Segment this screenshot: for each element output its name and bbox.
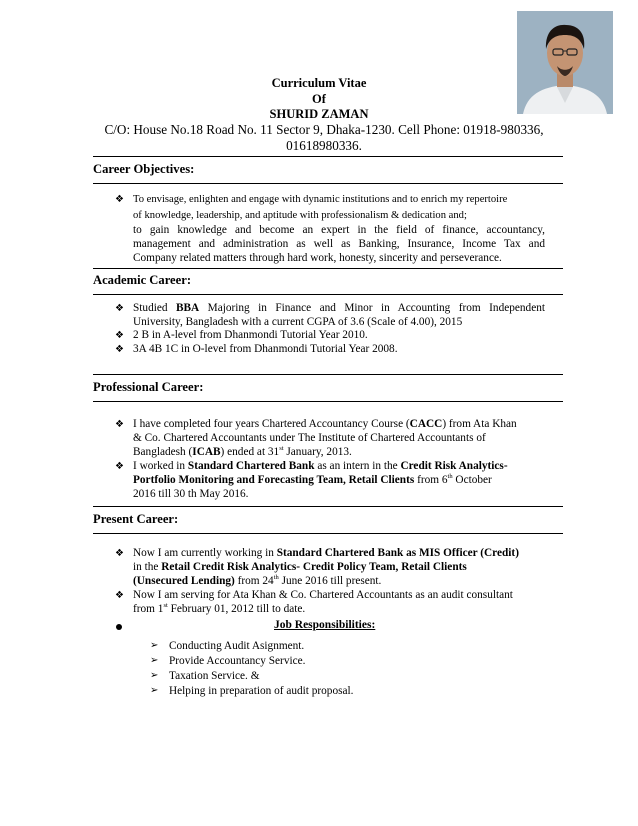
arrow-bullet-icon: ➢	[150, 685, 159, 696]
job-item: Helping in preparation of audit proposal.	[169, 685, 354, 697]
section-divider	[93, 268, 563, 269]
objective-line-1: To envisage, enlighten and engage with dynamic institutions and to enrich my repertoire	[133, 194, 508, 205]
bullet-icon: ❖	[115, 548, 124, 559]
section-divider	[93, 294, 563, 295]
academic-item-o-level: 3A 4B 1C in O-level from Dhanmondi Tutorial Year 2008.	[133, 343, 398, 355]
objective-line-2: of knowledge, leadership, and aptitude with professionalism & dedication and;	[133, 210, 467, 221]
bullet-icon: ❖	[115, 419, 124, 430]
section-divider	[93, 156, 563, 157]
job-item: Taxation Service. &	[169, 670, 260, 682]
academic-career-heading: Academic Career:	[93, 273, 192, 287]
section-divider	[93, 506, 563, 507]
present-career-heading: Present Career:	[93, 512, 179, 526]
bullet-icon: ❖	[115, 344, 124, 355]
job-item: Conducting Audit Asignment.	[169, 640, 305, 652]
academic-item-bba: Studied BBA Majoring in Finance and Minor in Accounting from Independent	[133, 302, 545, 314]
bullet-icon: ❖	[115, 330, 124, 341]
professional-item-intern-line-2: Portfolio Monitoring and Forecasting Team, Retail Clients from 6th October	[133, 473, 492, 486]
section-divider	[93, 401, 563, 402]
academic-item-a-level: 2 B in A-level from Dhanmondi Tutorial Year 2010.	[133, 329, 368, 341]
objective-line-5: Company related matters through hard work, honesty, sincerity and perseverance.	[133, 252, 502, 264]
section-divider	[93, 374, 563, 375]
applicant-name: SHURID ZAMAN	[269, 107, 369, 121]
professional-item-cacc-line-3: Bangladesh (ICAB) ended at 31st January, 2013.	[133, 445, 352, 458]
section-divider	[93, 533, 563, 534]
career-objectives-heading: Career Objectives:	[93, 162, 195, 176]
contact-address-line-2: 01618980336.	[286, 138, 362, 153]
present-item-mis-officer: Now I am currently working in Standard Chartered Bank as MIS Officer (Credit)	[133, 547, 519, 559]
job-responsibilities-heading: Job Responsibilities:	[274, 619, 376, 631]
professional-item-cacc-line-2: & Co. Chartered Accountants under The Institute of Chartered Accountants of	[133, 432, 486, 444]
bullet-icon: ❖	[115, 461, 124, 472]
section-divider	[93, 183, 563, 184]
arrow-bullet-icon: ➢	[150, 655, 159, 666]
present-item-audit-consultant-line-2: from 1st February 01, 2012 till to date.	[133, 602, 306, 615]
document-title: Curriculum Vitae	[271, 76, 367, 90]
objective-line-3: to gain knowledge and become an expert in the field of finance, accountancy,	[133, 224, 545, 236]
professional-item-cacc: I have completed four years Chartered Accountancy Course (CACC) from Ata Khan	[133, 418, 517, 430]
job-item: Provide Accountancy Service.	[169, 655, 306, 667]
arrow-bullet-icon: ➢	[150, 670, 159, 681]
present-item-mis-officer-line-2: in the Retail Credit Risk Analytics- Credit Policy Team, Retail Clients	[133, 561, 467, 573]
contact-address-line-1: C/O: House No.18 Road No. 11 Sector 9, Dhaka-1230. Cell Phone: 01918-980336,	[104, 122, 544, 137]
academic-item-bba-line-2: University, Bangladesh with a current CGPA of 3.6 (Scale of 4.00), 2015	[133, 316, 463, 328]
professional-item-intern: I worked in Standard Chartered Bank as an intern in the Credit Risk Analytics-	[133, 460, 508, 472]
bullet-icon: ❖	[115, 194, 124, 205]
present-item-mis-officer-line-3: (Unsecured Lending) from 24th June 2016 till present.	[133, 574, 382, 587]
present-item-audit-consultant: Now I am serving for Ata Khan & Co. Chartered Accountants as an audit consultant	[133, 589, 513, 601]
professional-item-intern-line-3: 2016 till 30 th May 2016.	[133, 488, 249, 500]
objective-line-4: management and administration as well as Banking, Insurance, Income Tax and	[133, 238, 545, 250]
document-title-of: Of	[312, 92, 326, 106]
bullet-icon: ❖	[115, 303, 124, 314]
bullet-icon: ❖	[115, 590, 124, 601]
arrow-bullet-icon: ➢	[150, 640, 159, 651]
bullet-dot-icon	[116, 624, 122, 630]
professional-career-heading: Professional Career:	[93, 380, 204, 394]
